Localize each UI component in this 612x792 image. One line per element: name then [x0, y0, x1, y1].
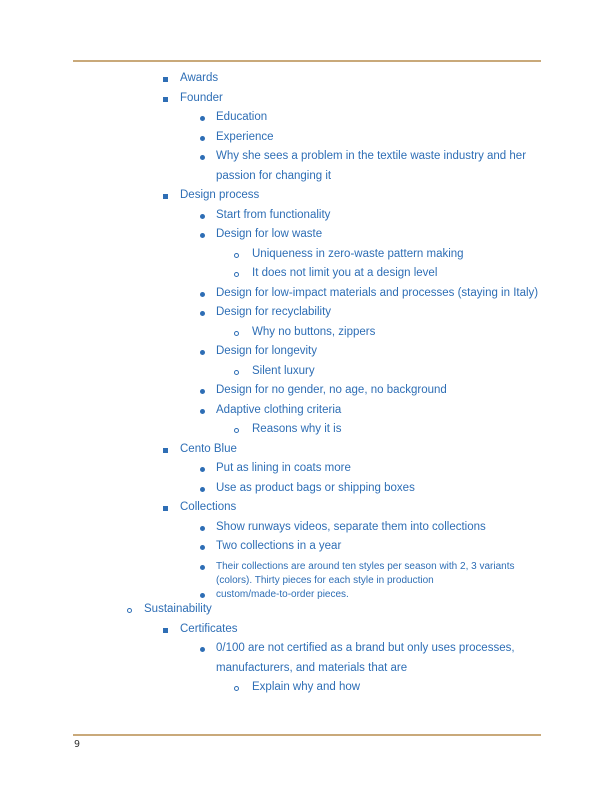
page-number: 9	[74, 739, 81, 750]
disc-bullet-icon	[200, 214, 205, 219]
disc-bullet-icon	[200, 487, 205, 492]
disc-bullet-icon	[200, 409, 205, 414]
square-bullet-icon	[163, 628, 168, 633]
circle-bullet-icon	[234, 253, 239, 258]
square-bullet-icon	[163, 448, 168, 453]
footer-rule	[73, 734, 541, 736]
circle-bullet-icon	[234, 686, 239, 691]
disc-bullet-icon	[200, 389, 205, 394]
square-bullet-icon	[163, 506, 168, 511]
disc-bullet-icon	[200, 593, 205, 598]
square-bullet-icon	[163, 194, 168, 199]
circle-bullet-icon	[234, 428, 239, 433]
disc-bullet-icon	[200, 136, 205, 141]
disc-bullet-icon	[200, 350, 205, 355]
circle-bullet-icon	[127, 608, 132, 613]
disc-bullet-icon	[200, 311, 205, 316]
square-bullet-icon	[163, 97, 168, 102]
square-bullet-icon	[163, 77, 168, 82]
circle-bullet-icon	[234, 272, 239, 277]
circle-bullet-icon	[234, 331, 239, 336]
disc-bullet-icon	[200, 233, 205, 238]
disc-bullet-icon	[200, 565, 205, 570]
disc-bullet-icon	[200, 647, 205, 652]
header-rule	[73, 60, 541, 62]
disc-bullet-icon	[200, 292, 205, 297]
disc-bullet-icon	[200, 545, 205, 550]
disc-bullet-icon	[200, 467, 205, 472]
circle-bullet-icon	[234, 370, 239, 375]
disc-bullet-icon	[200, 116, 205, 121]
disc-bullet-icon	[200, 155, 205, 160]
disc-bullet-icon	[200, 526, 205, 531]
